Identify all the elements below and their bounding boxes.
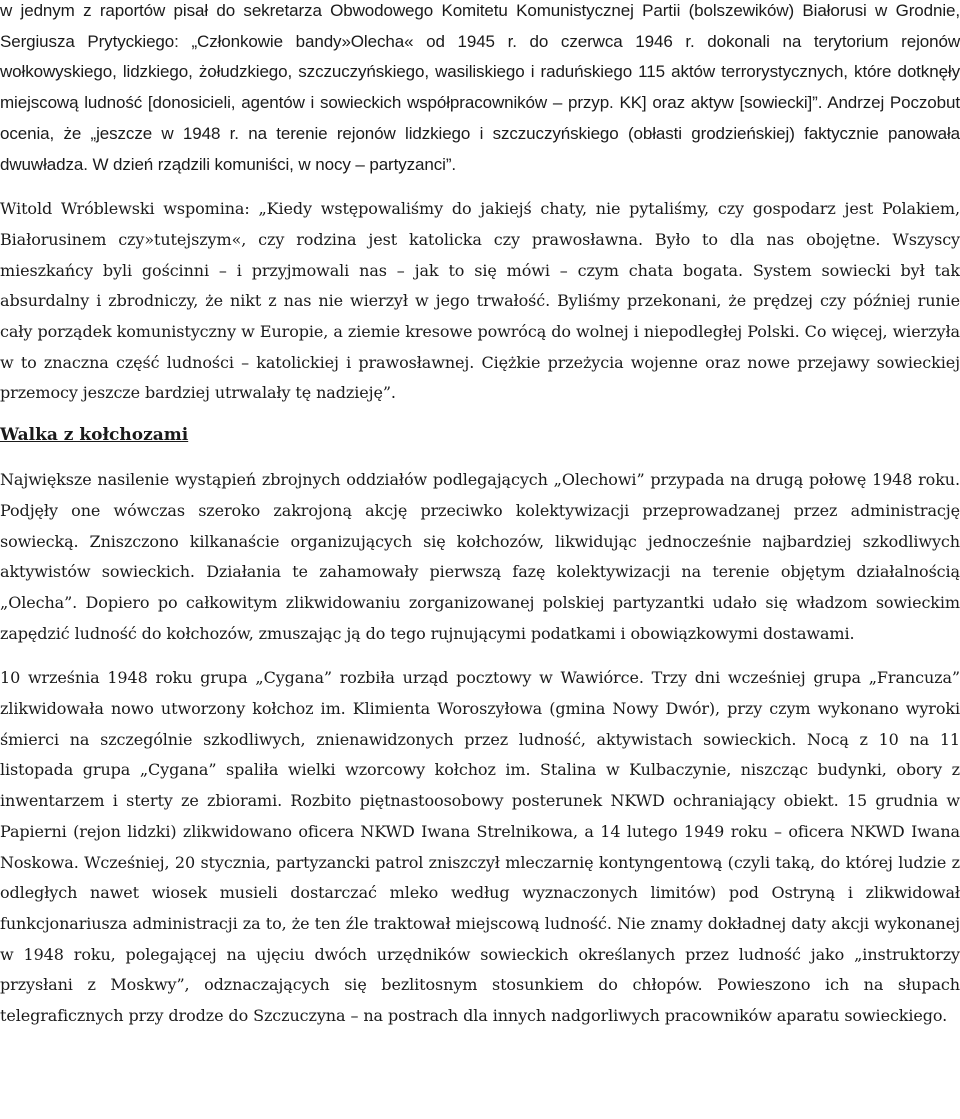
paragraph-actions-1948: 10 września 1948 roku grupa „Cygana” rozbiła urząd pocztowy w Wawiórce. Trzy dni wcześniej grupa „Francuza” zlikwidowała nowo utworzony kołchoz im. Klimienta Woroszyłowa (gmina Nowy Dwór), przy czym wykonano wyroki śmierci na szczególnie szkodliwych, znienawidzonych przez ludność, aktywistach sowieckich. Nocą z 10 na 11 listopada grupa „Cygana” spaliła wielki wzorcowy kołchoz im. Stalina w Kulbaczynie, niszcząc budynki, obory z inwentarzem i sterty ze zbiorami. Rozbito piętnastoosobowy posterunek NKWD ochraniający obiekt. 15 grudnia w Papierni (rejon lidzki) zlikwidowano oficera NKWD Iwana Strelnikowa, a 14 lutego 1949 roku – oficera NKWD Iwana Noskowa. Wcześniej, 20 stycznia, partyzancki patrol zniszczył mleczarnię kontyngentową (czyli taką, do której ludzie z odległych nawet wiosek musieli dostarczać mleko według wyznaczonych limitów) pod Ostryną i zlikwidował funkcjonariusza administracji za to, że ten źle traktował miejscową ludność. Nie znamy dokładnej daty akcji wykonanej w 1948 roku, polegającej na ujęciu dwóch urzędników sowieckich określanych przez ludność jako „instruktorzy przysłani z Moskwy”, odznaczających się bezlitosnym stosunkiem do chłopów. Powieszono ich na słupach telegraficznych przy drodze do Szczuczyna – na postrach dla innych nadgorliwych pracowników aparatu sowieckiego. xyxy=(0,668,960,1026)
spacer xyxy=(0,649,960,663)
section-heading: Walka z kołchozami xyxy=(0,425,189,446)
paragraph-kolkhoz-struggle: Największe nasilenie wystąpień zbrojnych oddziałów podlegających „Olechowi” przypada na drugą połowę 1948 roku. Podjęły one wówczas szeroko zakrojoną akcję przeciwko kolektywizacji przeprowadzanej przez administrację sowiecką. Zniszczono kilkanaście organizujących się kołchozów, likwidując jednocześnie najbardziej szkodliwych aktywistów sowieckich. Działania te zahamowały pierwszą fazę kolektywizacji na terenie objętym działalnością „Olecha”. Dopiero po całkowitym zlikwidowaniu zorganizowanej polskiej partyzantki udało się władzom sowieckim zapędzić ludność do kołchozów, zmuszając ją do tego rujnującymi podatkami i obowiązkowymi dostawami. xyxy=(0,470,960,643)
paragraph-report: w jednym z raportów pisał do sekretarza Obwodowego Komitetu Komunistycznej Partii (bolszewików) Białorusi w Grodnie, Sergiusza Prytyckiego: „Członkowie bandy»Olecha« od 1945 r. do czerwca 1946 r. dokonali na terytorium rejonów wołkowyskiego, lidzkiego, żołudzkiego, szczuczyńskiego, wasiliskiego i raduńskiego 115 aktów terrorystycznych, które dotknęły miejscową ludność [donosicieli, agentów i sowieckich współpracowników – przyp. KK] oraz aktyw [sowiecki]”. Andrzej Poczobut ocenia, że „jeszcze w 1948 r. na terenie rejonów lidzkiego i szczuczyńskiego (obłasti grodzieńskiej) faktycznie panowała dwuwładza. W dzień rządzili komuniści, w nocy – partyzanci”. xyxy=(0,1,960,174)
paragraph-wroblewski-quote: Witold Wróblewski wspomina: „Kiedy wstępowaliśmy do jakiejś chaty, nie pytaliśmy, czy gospodarz jest Polakiem, Białorusinem czy»tutejszym«, czy rodzina jest katolicka czy prawosławna. Było to dla nas obojętne. Wszyscy mieszkańcy byli gościnni – i przyjmowali nas – jak to się mówi – czym chata bogata. System sowiecki był tak absurdalny i zbrodniczy, że nikt z nas nie wierzył w jego trwałość. Byliśmy przekonani, że prędzej czy później runie cały porządek komunistyczny w Europie, a ziemie kresowe powrócą do wolnej i niepodległej Polski. Co więcej, wierzyła w to znaczna część ludności – katolickiej i prawosławnej. Ciężkie przeżycia wojenne oraz nowe przejawy sowieckiej przemocy jeszcze bardziej utrwalały tę nadzieję”. xyxy=(0,199,960,403)
spacer xyxy=(0,180,960,194)
